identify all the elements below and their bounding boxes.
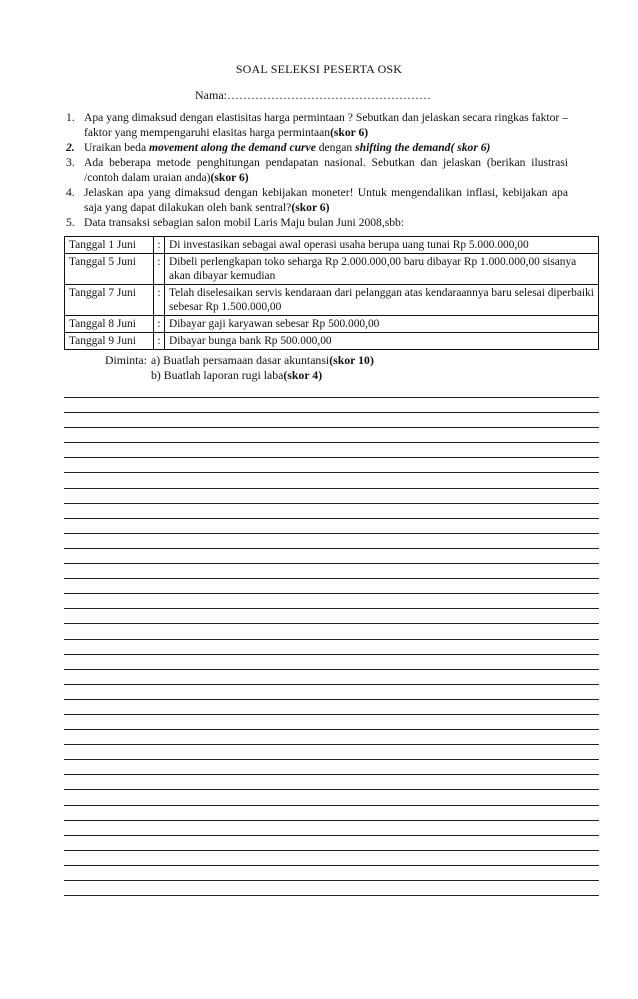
question-text: Jelaskan apa yang dimaksud dengan kebijakan moneter! Untuk mengendalikan inflasi, kebijakan apa saja yang dapat dilakukan oleh bank sentral? <box>84 186 568 214</box>
task-label: Diminta: <box>105 353 147 367</box>
table-row <box>65 237 599 254</box>
question-1 <box>66 110 568 140</box>
question-number: 2. <box>66 141 75 154</box>
answer-line <box>64 578 599 579</box>
question-term-2: shifting the demand( <box>355 141 455 154</box>
question-text: Apa yang dimaksud dengan elastisitas harga permintaan ? Sebutkan dan jelaskan secara ringkas faktor – faktor yang mempengaruhi elasitas harga permintaan <box>84 111 568 139</box>
question-list <box>66 110 568 230</box>
answer-line <box>64 880 599 881</box>
answer-line <box>64 669 599 670</box>
question-number: 1. <box>66 111 75 124</box>
task-a-score: (skor 10) <box>329 353 374 367</box>
answer-line <box>64 744 599 745</box>
answer-line <box>64 533 599 534</box>
answer-line <box>64 729 599 730</box>
task-a <box>105 353 374 368</box>
question-2 <box>66 140 568 155</box>
question-number: 5. <box>66 216 75 229</box>
transaction-separator: : <box>154 254 165 285</box>
table-row <box>65 254 599 285</box>
transaction-date: Tanggal 1 Juni <box>65 237 154 254</box>
task-b-score: (skor 4) <box>283 368 323 382</box>
question-score: (skor 6) <box>330 126 369 139</box>
transaction-date: Tanggal 9 Juni <box>65 333 154 350</box>
answer-line <box>64 488 599 489</box>
answer-line <box>64 774 599 775</box>
task-b-text: b) Buatlah laporan rugi laba <box>151 368 284 382</box>
transaction-description: Dibayar bunga bank Rp 500.000,00 <box>165 333 599 350</box>
question-score: skor 6) <box>454 141 491 154</box>
table-row <box>65 316 599 333</box>
transaction-separator: : <box>154 333 165 350</box>
name-label: Nama: <box>195 88 227 102</box>
task-b <box>105 368 374 383</box>
transaction-description: Telah diselesaikan servis kendaraan dari pelanggan atas kendaraannya baru selesai diperbaiki sebesar Rp 1.500.000,00 <box>165 285 599 316</box>
transaction-separator: : <box>154 285 165 316</box>
page-title: SOAL SELEKSI PESERTA OSK <box>235 62 403 76</box>
question-3 <box>66 155 568 185</box>
question-term-1: movement along the demand curve <box>149 141 316 154</box>
question-middle: dengan <box>315 141 356 154</box>
answer-line <box>64 412 599 413</box>
answer-line <box>64 608 599 609</box>
answer-line <box>64 518 599 519</box>
answer-line <box>64 759 599 760</box>
answer-line <box>64 548 599 549</box>
transaction-date: Tanggal 7 Juni <box>65 285 154 316</box>
name-field-line <box>195 88 431 103</box>
task-instructions <box>105 353 374 383</box>
transaction-description: Dibayar gaji karyawan sebesar Rp 500.000,00 <box>165 316 599 333</box>
question-5 <box>66 215 568 230</box>
answer-line <box>64 699 599 700</box>
answer-line <box>64 623 599 624</box>
question-score: (skor 6) <box>210 171 249 184</box>
table-row <box>65 333 599 350</box>
transaction-separator: : <box>154 237 165 254</box>
question-prefix: Uraikan beda <box>84 141 150 154</box>
answer-line <box>64 442 599 443</box>
transaction-separator: : <box>154 316 165 333</box>
answer-line <box>64 820 599 821</box>
answer-line <box>64 789 599 790</box>
answer-line <box>64 639 599 640</box>
question-4 <box>66 185 568 215</box>
question-text: Ada beberapa metode penghitungan pendapatan nasional. Sebutkan dan jelaskan (berikan ilustrasi /contoh dalam uraian anda) <box>84 156 568 184</box>
transaction-description: Dibeli perlengkapan toko seharga Rp 2.000.000,00 baru dibayar Rp 1.000.000,00 sisanya akan dibayar kemudian <box>165 254 599 285</box>
answer-line <box>64 503 599 504</box>
answer-line <box>64 895 599 896</box>
transaction-description: Di investasikan sebagai awal operasi usaha berupa uang tunai Rp 5.000.000,00 <box>165 237 599 254</box>
answer-line <box>64 684 599 685</box>
name-dots: …………………………………………… <box>227 88 431 102</box>
transaction-date: Tanggal 5 Juni <box>65 254 154 285</box>
answer-line <box>64 865 599 866</box>
table-row <box>65 285 599 316</box>
answer-line <box>64 714 599 715</box>
transaction-date: Tanggal 8 Juni <box>65 316 154 333</box>
question-text: Data transaksi sebagian salon mobil Laris Maju bulan Juni 2008,sbb: <box>84 216 405 229</box>
answer-line <box>64 472 599 473</box>
question-number: 4. <box>66 186 75 199</box>
question-score: (skor 6) <box>291 201 330 214</box>
answer-line <box>64 593 599 594</box>
answer-line <box>64 835 599 836</box>
answer-line <box>64 397 599 398</box>
answer-line <box>64 850 599 851</box>
task-a-text: a) Buatlah persamaan dasar akuntansi <box>151 353 330 367</box>
answer-line <box>64 563 599 564</box>
transaction-table <box>64 236 599 350</box>
question-number: 3. <box>66 156 75 169</box>
answer-line <box>64 654 599 655</box>
answer-line <box>64 805 599 806</box>
answer-lines <box>64 397 599 910</box>
answer-line <box>64 427 599 428</box>
answer-line <box>64 457 599 458</box>
